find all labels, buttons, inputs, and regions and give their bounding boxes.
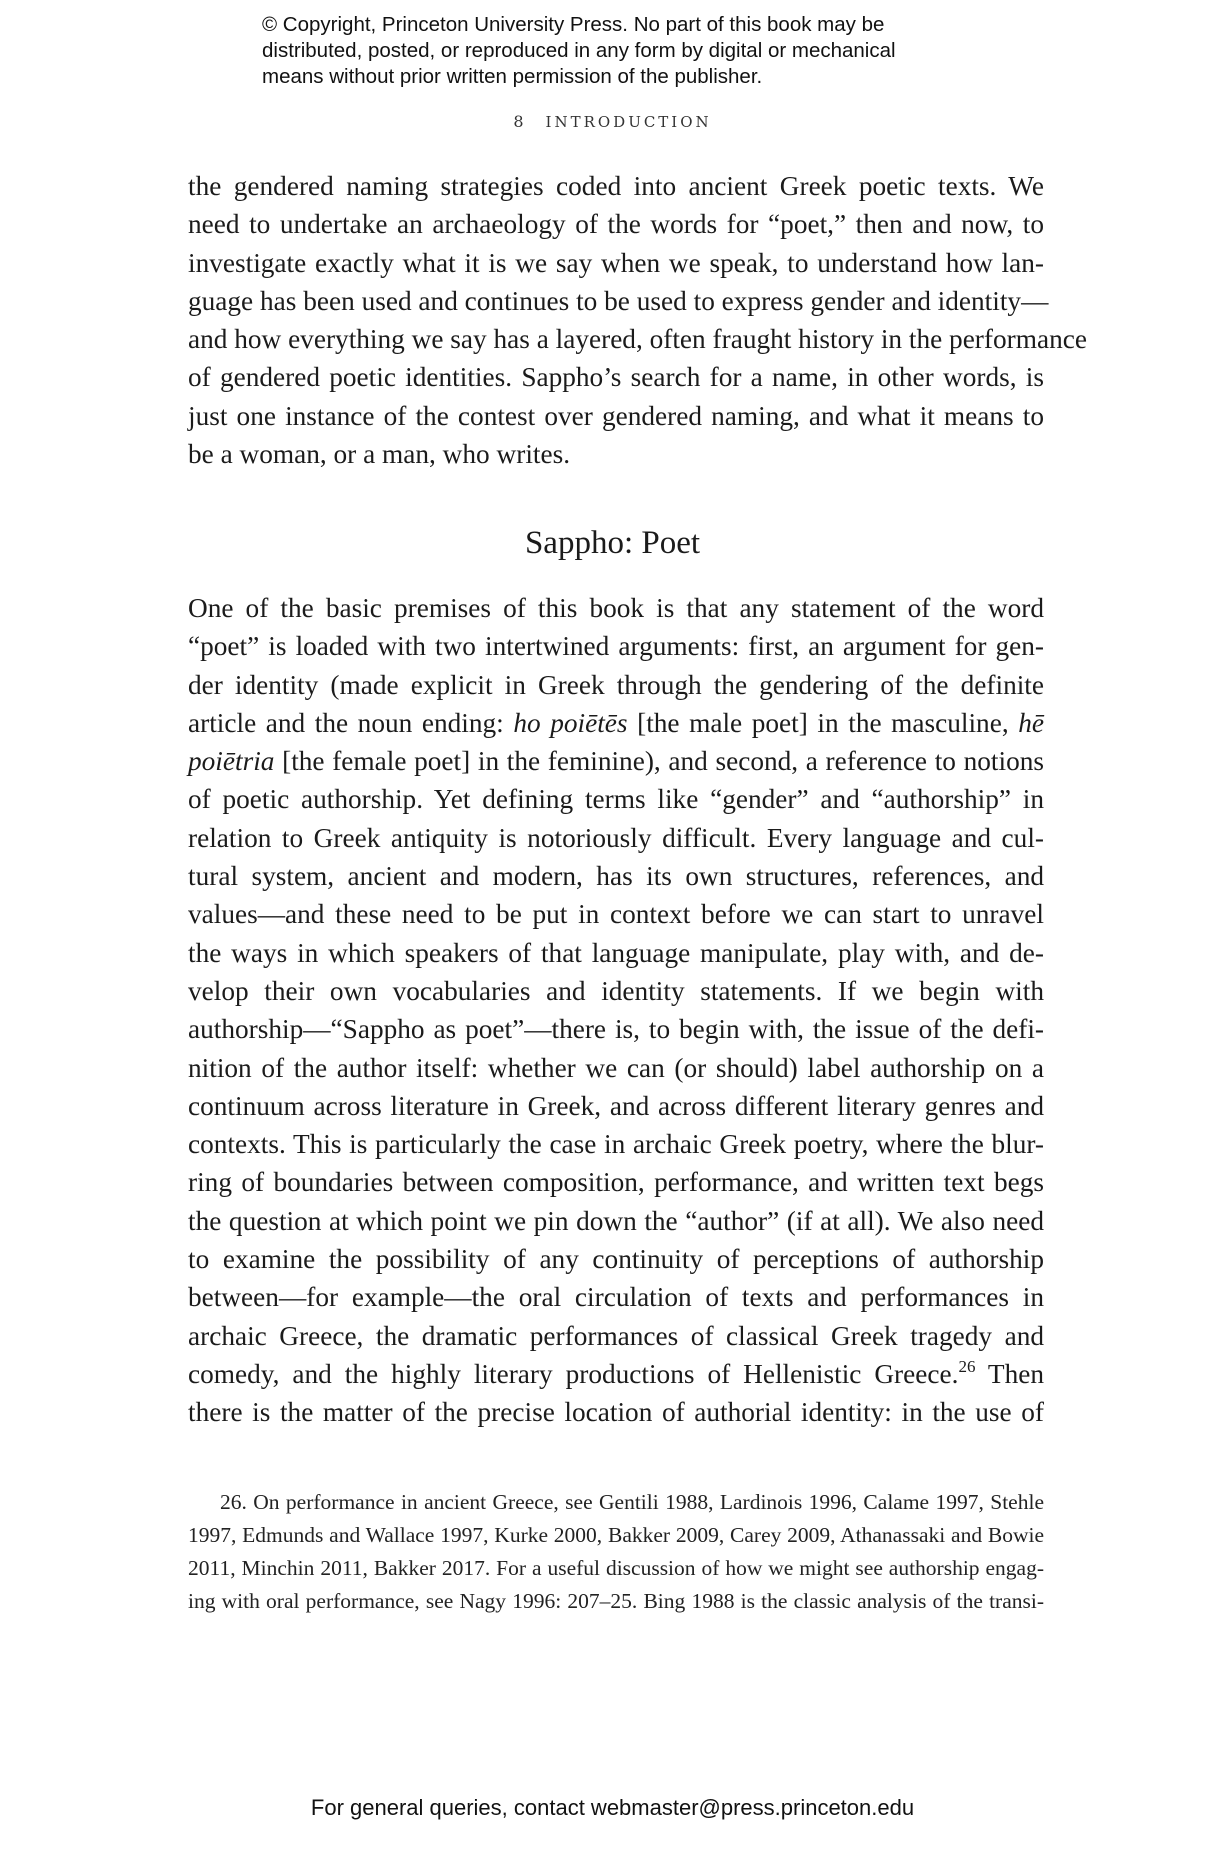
- text-line: of gendered poetic identities. Sappho’s search for a name, in other words, is: [188, 362, 1044, 393]
- text-line: [188, 742, 1044, 780]
- text-line: guage has been used and continues to be used to express gender and identity—: [188, 285, 1049, 316]
- page-number: 8: [513, 112, 524, 131]
- text-line: One of the basic premises of this book is that any statement of the word: [188, 593, 1044, 623]
- text-line: ring of boundaries between composition, performance, and written text begs: [188, 1167, 1044, 1198]
- copyright-notice: [262, 12, 982, 90]
- greek-term: poiētria: [188, 746, 275, 777]
- text-line: the question at which point we pin down the “author” (if at all). We also need: [188, 1205, 1044, 1236]
- text-line: [188, 1355, 1044, 1393]
- text-line: of poetic authorship. Yet defining terms like “gender” and “authorship” in: [188, 784, 1044, 815]
- text-line: archaic Greece, the dramatic performances of classical Greek tragedy and: [188, 1320, 1044, 1351]
- text-line: and how everything we say has a layered, often fraught history in the performance: [188, 324, 1087, 355]
- running-head: [0, 112, 1225, 131]
- copyright-line: © Copyright, Princeton University Press. No part of this book may be: [262, 13, 885, 36]
- footer-contact: For general queries, contact webmaster@press.princeton.edu: [310, 1795, 915, 1820]
- text-segment: article and the noun ending:: [188, 707, 514, 738]
- text-line: be a woman, or a man, who writes.: [188, 439, 571, 470]
- text-segment: [the male poet] in the masculine,: [627, 707, 1019, 738]
- footnote-line: 26. On performance in ancient Greece, see Gentili 1988, Lardinois 1996, Calame 1997, Stehle: [220, 1490, 1044, 1514]
- text-line: contexts. This is particularly the case in archaic Greek poetry, where the blur-: [188, 1129, 1044, 1160]
- text-segment: Then: [975, 1358, 1045, 1389]
- text-line: continuum across literature in Greek, and across different literary genres and: [188, 1090, 1044, 1121]
- text-line: between—for example—the oral circulation of texts and performances in: [188, 1282, 1044, 1313]
- greek-term: hē: [1018, 707, 1044, 738]
- text-segment: comedy, and the highly literary productions of Hellenistic Greece.: [188, 1358, 959, 1389]
- section-title: INTRODUCTION: [545, 113, 712, 131]
- copyright-line: means without prior written permission of the publisher.: [262, 65, 763, 88]
- text-line: nition of the author itself: whether we can (or should) label authorship on a: [188, 1052, 1044, 1083]
- text-line: “poet” is loaded with two intertwined arguments: first, an argument for gen-: [188, 631, 1044, 662]
- text-line: relation to Greek antiquity is notoriously difficult. Every language and cul-: [188, 822, 1044, 853]
- text-line: the gendered naming strategies coded into ancient Greek poetic texts. We: [188, 171, 1044, 201]
- footnote: [188, 1486, 1044, 1618]
- footnote-marker: 26: [958, 1356, 976, 1376]
- text-line: velop their own vocabularies and identity statements. If we begin with: [188, 975, 1044, 1006]
- text-line: need to undertake an archaeology of the words for “poet,” then and now, to: [188, 209, 1044, 240]
- text-line: authorship—“Sappho as poet”—there is, to begin with, the issue of the defi-: [188, 1014, 1044, 1045]
- text-line: [188, 704, 1044, 742]
- text-line: der identity (made explicit in Greek through the gendering of the definite: [188, 669, 1044, 700]
- footnote-line: ing with oral performance, see Nagy 1996: 207–25. Bing 1988 is the classic analysis of the transi-: [188, 1589, 1044, 1613]
- footnote-line: 2011, Minchin 2011, Bakker 2017. For a useful discussion of how we might see authorship engag-: [188, 1556, 1044, 1580]
- copyright-line: distributed, posted, or reproduced in any form by digital or mechanical: [262, 39, 896, 62]
- paragraph-2: [188, 589, 1044, 1432]
- text-line: there is the matter of the precise location of authorial identity: in the use of: [188, 1397, 1044, 1428]
- text-line: tural system, ancient and modern, has its own structures, references, and: [188, 861, 1044, 892]
- greek-term: ho poiētēs: [513, 707, 628, 738]
- text-line: values—and these need to be put in context before we can start to unravel: [188, 899, 1044, 930]
- section-heading: Sappho: Poet: [524, 525, 701, 561]
- text-line: just one instance of the contest over gendered naming, and what it means to: [188, 400, 1044, 431]
- footnote-line: 1997, Edmunds and Wallace 1997, Kurke 2000, Bakker 2009, Carey 2009, Athanassaki and Bowie: [188, 1523, 1044, 1547]
- text-line: the ways in which speakers of that language manipulate, play with, and de-: [188, 937, 1044, 968]
- text-segment: [the female poet] in the feminine), and second, a reference to notions: [274, 746, 1044, 777]
- text-line: to examine the possibility of any continuity of perceptions of authorship: [188, 1244, 1044, 1275]
- text-line: investigate exactly what it is we say when we speak, to understand how lan-: [188, 247, 1044, 278]
- paragraph-1: [188, 167, 1087, 473]
